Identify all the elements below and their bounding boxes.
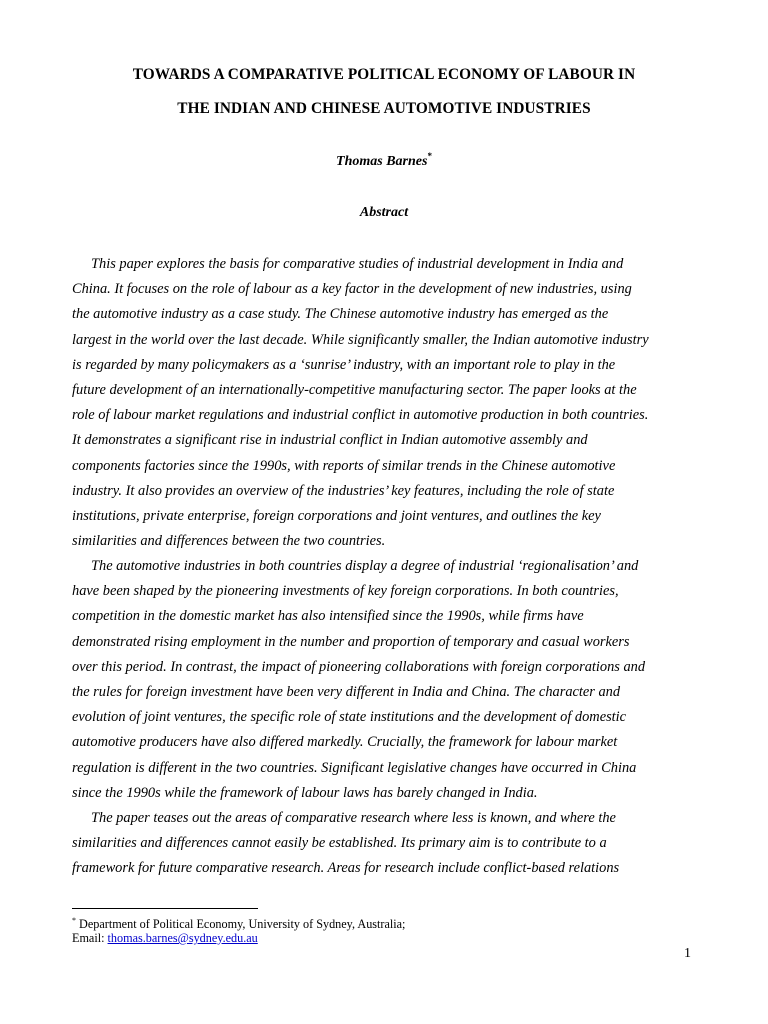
abstract-line: largest in the world over the last decade. While significantly smaller, the Indian automotive industry bbox=[72, 332, 649, 348]
email-link[interactable]: thomas.barnes@sydney.edu.au bbox=[107, 931, 258, 945]
abstract-line: similarities and differences between the two countries. bbox=[72, 533, 386, 549]
paper-title-line-1: TOWARDS A COMPARATIVE POLITICAL ECONOMY OF LABOUR IN bbox=[132, 66, 636, 83]
abstract-line: over this period. In contrast, the impact of pioneering collaborations with foreign corporations and bbox=[72, 659, 646, 675]
abstract-line: It demonstrates a significant rise in industrial conflict in Indian automotive assembly and bbox=[72, 432, 588, 448]
abstract-heading: Abstract bbox=[359, 205, 409, 220]
abstract-line: evolution of joint ventures, the specific role of state institutions and the development of domestic bbox=[72, 709, 627, 725]
abstract-line: automotive producers have also differed markedly. Crucially, the framework for labour market bbox=[72, 734, 618, 750]
abstract-line: the automotive industry as a case study. The Chinese automotive industry has emerged as the bbox=[72, 306, 609, 322]
abstract-line: demonstrated rising employment in the number and proportion of temporary and casual workers bbox=[72, 634, 630, 650]
page-number: 1 bbox=[684, 946, 691, 961]
footnote-affiliation bbox=[72, 916, 405, 932]
abstract-line: future development of an internationally-competitive manufacturing sector. The paper looks at the bbox=[72, 382, 637, 398]
abstract-line: the rules for foreign investment have been very different in India and China. The character and bbox=[72, 684, 621, 700]
footnote-divider bbox=[72, 908, 258, 909]
abstract-line: This paper explores the basis for comparative studies of industrial development in India and bbox=[91, 256, 624, 272]
abstract-line: framework for future comparative research. Areas for research include conflict-based relations bbox=[72, 860, 620, 876]
abstract-line: role of labour market regulations and industrial conflict in automotive production in both countries. bbox=[72, 407, 649, 423]
abstract-line: China. It focuses on the role of labour as a key factor in the development of new industries, using bbox=[72, 281, 632, 297]
author-name bbox=[0, 151, 768, 170]
abstract-line: regulation is different in the two countries. Significant legislative changes have occurred in China bbox=[72, 760, 637, 776]
footnote-email bbox=[72, 931, 258, 946]
abstract-line: is regarded by many policymakers as a ‘sunrise’ industry, with an important role to play in the bbox=[72, 357, 616, 373]
paper-title-line-2: THE INDIAN AND CHINESE AUTOMOTIVE INDUSTRIES bbox=[177, 100, 591, 117]
footnote-email-label: Email: bbox=[72, 931, 108, 945]
abstract-line: components factories since the 1990s, with reports of similar trends in the Chinese automotive bbox=[72, 458, 616, 474]
abstract-line: institutions, private enterprise, foreign corporations and joint ventures, and outlines the key bbox=[72, 508, 601, 524]
author-name-text: Thomas Barnes bbox=[336, 154, 428, 169]
abstract-line: have been shaped by the pioneering investments of key foreign corporations. In both countries, bbox=[72, 583, 619, 599]
author-footnote-mark[interactable]: * bbox=[427, 151, 432, 161]
abstract-line: since the 1990s while the framework of labour laws has barely changed in India. bbox=[72, 785, 538, 801]
abstract-line: industry. It also provides an overview of the industries’ key features, including the role of state bbox=[72, 483, 615, 499]
abstract-line: similarities and differences cannot easily be established. Its primary aim is to contribute to a bbox=[72, 835, 607, 851]
abstract-line: The paper teases out the areas of comparative research where less is known, and where the bbox=[91, 810, 616, 826]
abstract-line: The automotive industries in both countries display a degree of industrial ‘regionalisation’ and bbox=[91, 558, 639, 574]
abstract-line: competition in the domestic market has also intensified since the 1990s, while firms have bbox=[72, 608, 584, 624]
footnote-mark: * bbox=[72, 916, 76, 925]
footnote-affiliation-text: Department of Political Economy, University of Sydney, Australia; bbox=[76, 917, 406, 931]
